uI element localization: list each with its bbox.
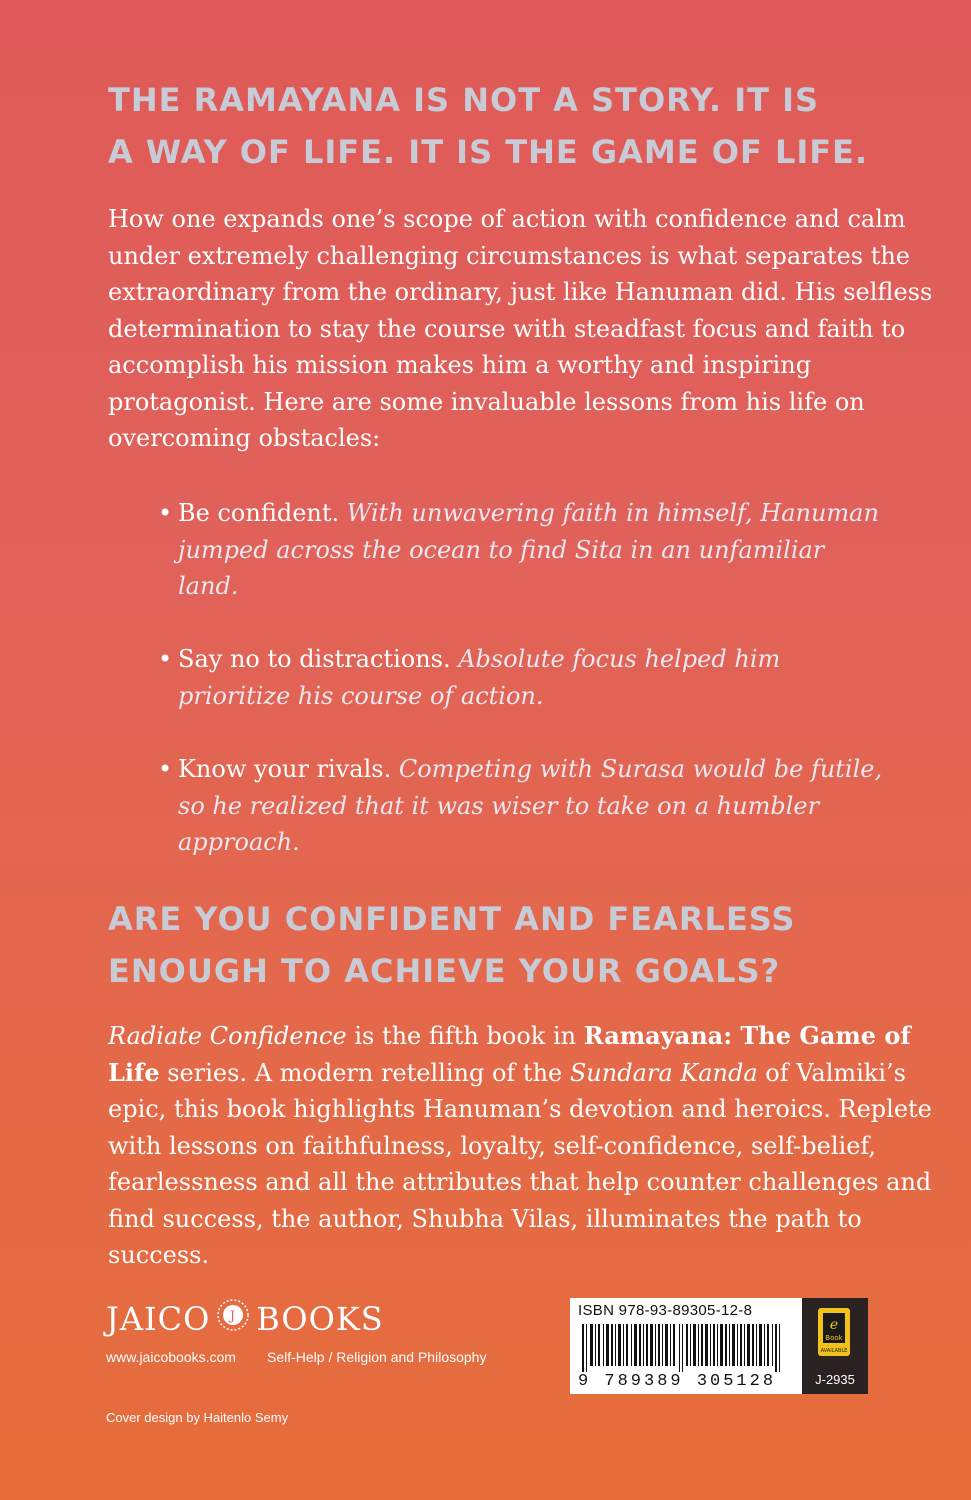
- bullet-detail: Competing with Surasa would be futile, so he realized that it was wiser to take on a humbler approach.: [178, 755, 883, 856]
- headline-question-line1: ARE YOU CONFIDENT AND FEARLESS: [108, 900, 796, 938]
- kanda-name: Sundara Kanda: [569, 1058, 758, 1087]
- headline-question-line2: ENOUGH TO ACHIEVE YOUR GOALS?: [108, 952, 781, 990]
- bullet-lead: Know your rivals.: [178, 755, 399, 783]
- bullet-item: [158, 641, 888, 714]
- bullet-dot-icon: •: [158, 499, 173, 527]
- headline-top-line2: A WAY OF LIFE. IT IS THE GAME OF LIFE.: [108, 133, 869, 171]
- intro-paragraph: How one expands one’s scope of action with confidence and calm under extremely challenging circumstances is what separates the extraordinary from the ordinary, just like Hanuman did. His selfless determination to stay the course with steadfast focus and faith to accomplish his mission makes him a worthy and inspiring protagonist. Here are some invaluable lessons from his life on overcoming obstacles:: [108, 205, 933, 452]
- description-text: of Valmiki’s epic, this book highlights Hanuman’s devotion and heroics. Replete with lessons on faithfulness, loyalty, self-confidence, self-belief, fearlessness and all the attributes that help counter challenges and find success, the author, Shubha Vilas, illuminates the path to success.: [108, 1058, 932, 1269]
- bullet-lead: Be confident.: [178, 499, 347, 527]
- bullet-lead: Say no to distractions.: [178, 645, 459, 673]
- logo-word-left: JAICO: [106, 1300, 211, 1338]
- barcode-icon: [578, 1324, 794, 1372]
- sun-logo-icon: [216, 1298, 250, 1340]
- logo-word-right: BOOKS: [256, 1300, 384, 1338]
- book-category: Self-Help / Religion and Philosophy: [267, 1349, 487, 1365]
- book-title: Radiate Confidence: [108, 1022, 347, 1050]
- ebook-word: Book: [825, 1334, 843, 1342]
- cover-credit: Cover design by Haitenlo Semy: [106, 1410, 289, 1425]
- series-name: Ramayana: The Game of Life: [108, 1021, 911, 1087]
- description-text: series. A modern retelling of the: [159, 1058, 570, 1087]
- ebook-available-icon: [802, 1298, 868, 1368]
- barcode-number: 9 789389 305128: [578, 1372, 777, 1391]
- isbn-barcode-panel: [570, 1298, 802, 1394]
- logo-mark: J: [230, 1309, 237, 1324]
- bullet-detail: With unwavering faith in himself, Hanuman jumped across the ocean to find Sita in an unfamiliar land.: [178, 499, 879, 600]
- headline-top: [108, 74, 928, 178]
- ebook-panel: [802, 1298, 868, 1394]
- isbn-label: ISBN 978-93-89305-12-8: [578, 1302, 753, 1319]
- bullet-item: [158, 495, 888, 605]
- publisher-logo: [106, 1298, 384, 1340]
- headline-question: [108, 893, 928, 997]
- bullet-dot-icon: •: [158, 755, 173, 783]
- description-text: is the fifth book in: [346, 1022, 584, 1050]
- bullet-detail: Absolute focus helped him prioritize his course of action.: [178, 645, 781, 710]
- headline-top-line1: THE RAMAYANA IS NOT A STORY. IT IS: [108, 81, 820, 119]
- description-paragraph: [108, 1018, 938, 1274]
- ebook-available-text: AVAILABLE: [820, 1348, 848, 1354]
- bullet-item: [158, 751, 888, 861]
- bullet-dot-icon: •: [158, 645, 173, 673]
- publisher-website: www.jaicobooks.com: [106, 1349, 236, 1365]
- ebook-letter: e: [829, 1317, 839, 1333]
- product-code: J-2935: [815, 1372, 855, 1387]
